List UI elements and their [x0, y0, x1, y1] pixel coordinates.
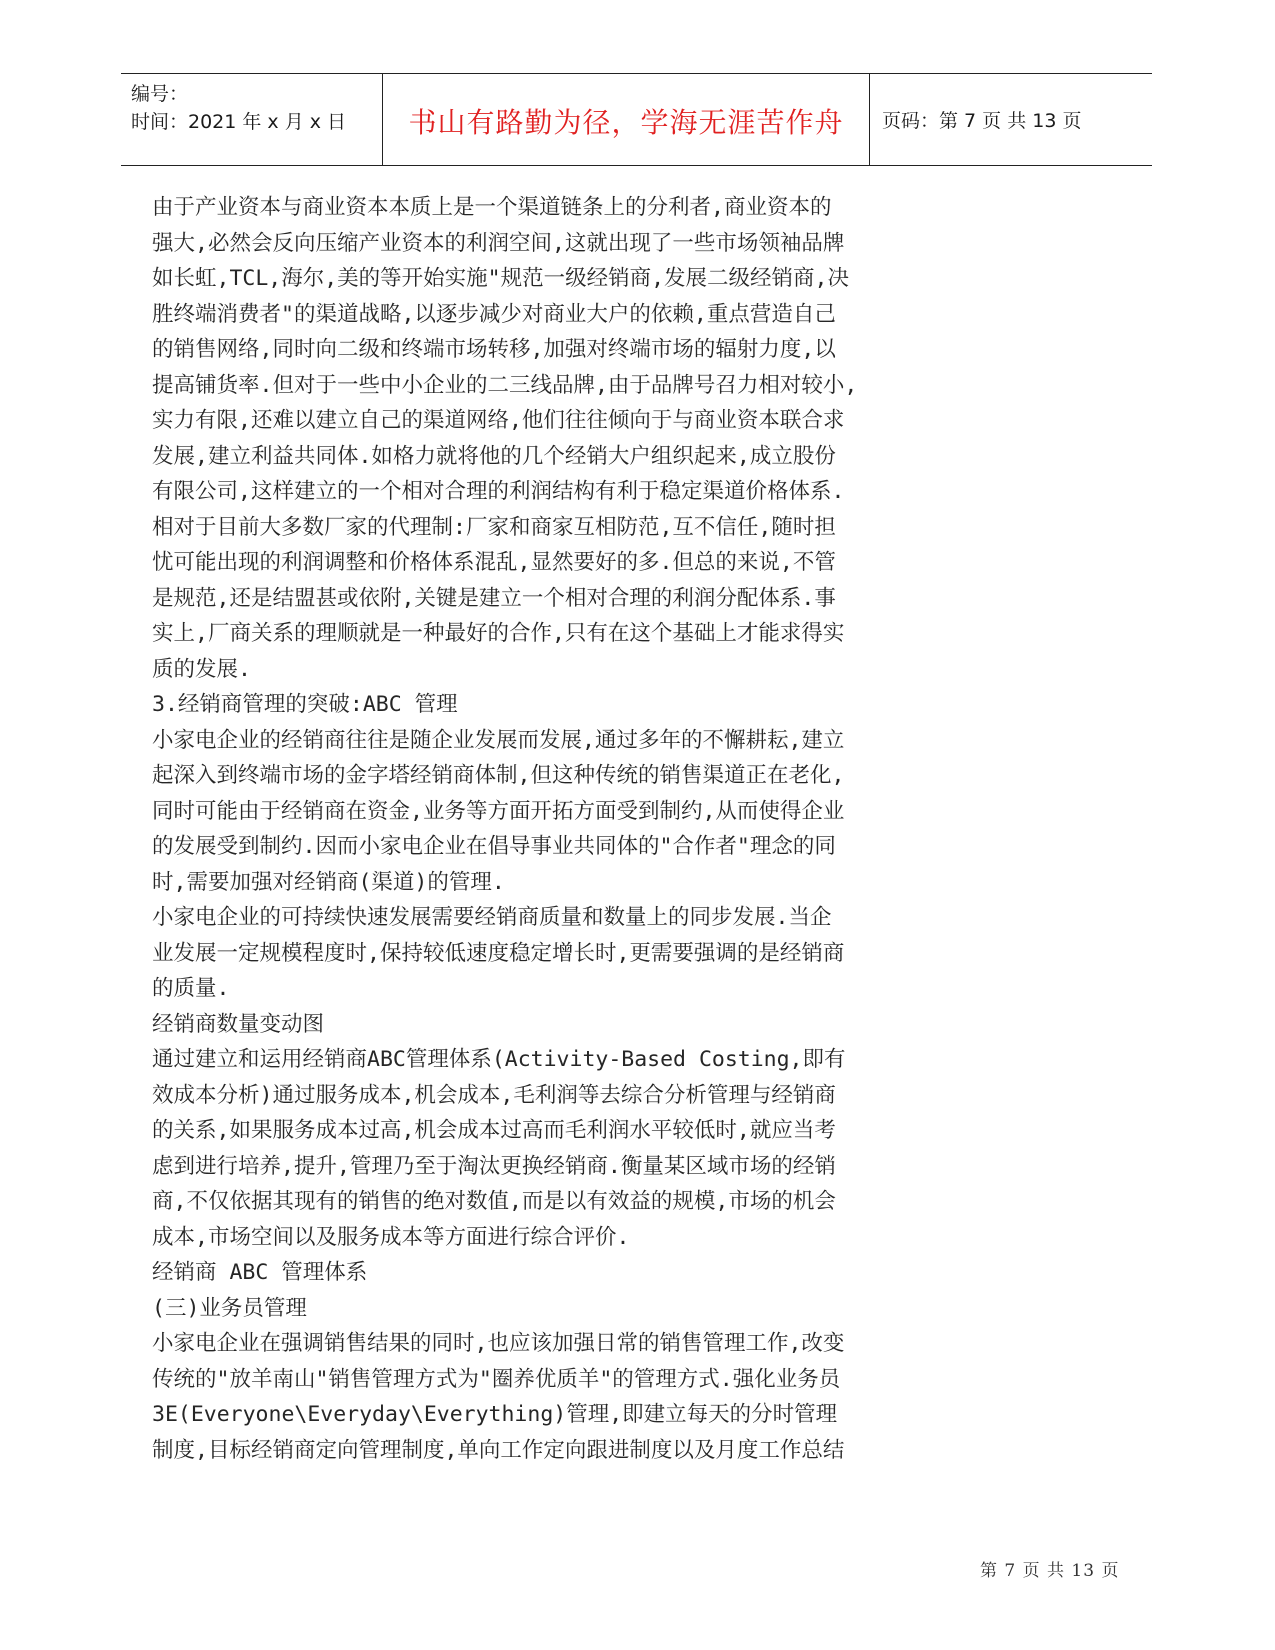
body-text-line: 业发展一定规模程度时,保持较低速度稳定增长时,更需要强调的是经销商: [152, 940, 845, 966]
body-text-line: 提高铺货率.但对于一些中小企业的二三线品牌,由于品牌号召力相对较小,: [152, 372, 858, 398]
body-text-line: (三)业务员管理: [152, 1295, 307, 1321]
body-text-line: 强大,必然会反向压缩产业资本的利润空间,这就出现了一些市场领袖品牌: [152, 230, 845, 256]
body-text-line: 虑到进行培养,提升,管理乃至于淘汰更换经销商.衡量某区域市场的经销: [152, 1153, 836, 1179]
body-text-line: 同时可能由于经销商在资金,业务等方面开拓方面受到制约,从而使得企业: [152, 798, 845, 824]
body-text-line: 小家电企业在强调销售结果的同时,也应该加强日常的销售管理工作,改变: [152, 1331, 845, 1356]
body-text-line: 质的发展.: [152, 656, 251, 682]
body-text-line: 小家电企业的经销商往往是随企业发展而发展,通过多年的不懈耕耘,建立: [152, 727, 845, 753]
body-text-line: 3.经销商管理的突破:ABC 管理: [152, 692, 458, 717]
body-text-line: 经销商数量变动图: [152, 1011, 325, 1037]
body-text-line: 由于产业资本与商业资本本质上是一个渠道链条上的分利者,商业资本的: [152, 195, 832, 220]
header-motto-cell: [383, 74, 870, 165]
body-text-line: 实上,厂商关系的理顺就是一种最好的合作,只有在这个基础上才能求得实: [152, 621, 845, 646]
body-text-line: 发展,建立利益共同体.如格力就将他的几个经销大户组织起来,成立股份: [152, 443, 836, 469]
body-text-line: 胜终端消费者"的渠道战略,以逐步减少对商业大户的依赖,重点营造自己: [152, 301, 836, 327]
body-text-line: 起深入到终端市场的金字塔经销商体制,但这种传统的销售渠道正在老化,: [152, 763, 845, 788]
time-label: 时间：2021 年 x 月 x 日: [131, 111, 347, 133]
body-text-line: 忧可能出现的利润调整和价格体系混乱,显然要好的多.但总的来说,不管: [152, 550, 836, 575]
body-text-line: 效成本分析)通过服务成本,机会成本,毛利润等去综合分析管理与经销商: [152, 1082, 836, 1108]
body-text-line: 3E(Everyone\Everyday\Everything)管理,即建立每天的分时管理: [152, 1402, 838, 1427]
document-body: [152, 190, 982, 1468]
body-text-line: 的发展受到制约.因而小家电企业在倡导事业共同体的"合作者"理念的同: [152, 834, 836, 859]
body-text-line: 制度,目标经销商定向管理制度,单向工作定向跟进制度以及月度工作总结: [152, 1437, 845, 1463]
body-text-line: 成本,市场空间以及服务成本等方面进行综合评价.: [152, 1224, 630, 1250]
header-motto: 书山有路勤为径，学海无涯苦作舟: [408, 105, 844, 139]
body-text-line: 经销商 ABC 管理体系: [152, 1260, 368, 1285]
body-text-line: 是规范,还是结盟甚或依附,关键是建立一个相对合理的利润分配体系.事: [152, 585, 836, 611]
body-text-line: 的质量.: [152, 976, 230, 1001]
header-left-cell: [121, 74, 383, 165]
header-page-number: 页码：第 7 页 共 13 页: [882, 110, 1082, 132]
body-text-line: 小家电企业的可持续快速发展需要经销商质量和数量上的同步发展.当企: [152, 905, 832, 930]
page-footer: 第 7 页 共 13 页: [980, 1561, 1120, 1581]
body-text-line: 如长虹,TCL,海尔,美的等开始实施"规范一级经销商,发展二级经销商,决: [152, 266, 849, 291]
body-text-line: 相对于目前大多数厂家的代理制:厂家和商家互相防范,互不信任,随时担: [152, 514, 836, 540]
body-text-line: 的关系,如果服务成本过高,机会成本过高而毛利润水平较低时,就应当考: [152, 1118, 836, 1143]
body-text-line: 有限公司,这样建立的一个相对合理的利润结构有利于稳定渠道价格体系.: [152, 479, 845, 504]
body-text-line: 传统的"放羊南山"销售管理方式为"圈养优质羊"的管理方式.强化业务员: [152, 1366, 841, 1392]
body-text-line: 时,需要加强对经销商(渠道)的管理.: [152, 869, 505, 895]
body-text-line: 通过建立和运用经销商ABC管理体系(Activity-Based Costing,即有: [152, 1047, 846, 1072]
body-text-line: 商,不仅依据其现有的销售的绝对数值,而是以有效益的规模,市场的机会: [152, 1189, 836, 1214]
document-header: [121, 73, 1152, 166]
body-text-line: 的销售网络,同时向二级和终端市场转移,加强对终端市场的辐射力度,以: [152, 337, 836, 362]
serial-number-label: 编号：: [131, 83, 189, 105]
header-page-cell: [870, 74, 1152, 165]
body-text-line: 实力有限,还难以建立自己的渠道网络,他们往往倾向于与商业资本联合求: [152, 408, 845, 433]
